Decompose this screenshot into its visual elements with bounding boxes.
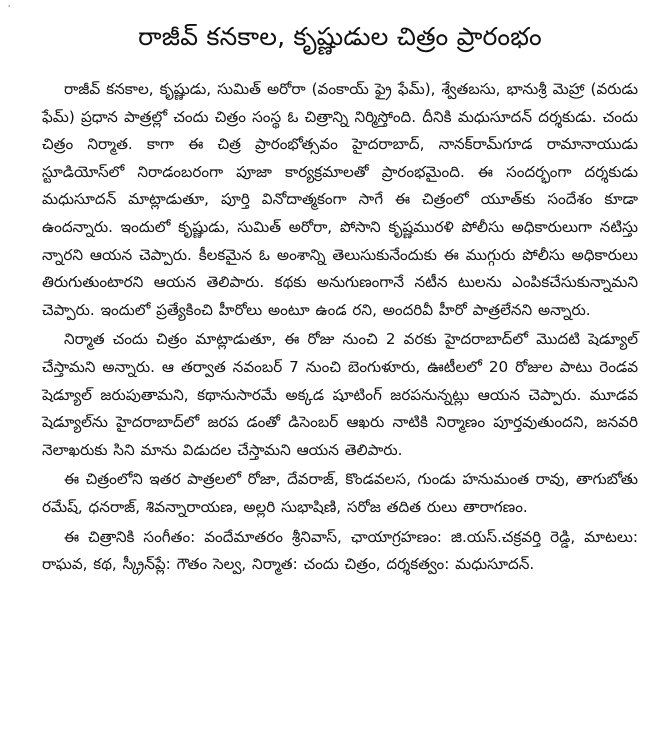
corner-mark: '	[8, 4, 11, 13]
paragraph-schedule: నిర్మాత చందు చిత్రం మాట్లాడుతూ, ఈ రోజు నుంచి 2 వరకు హైదరాబాద్‌లో మొదటి షెడ్యూల్ చేస్తామని అన్నారు. ఆ తర్వాత నవంబర్ 7 నుంచి బెంగుళూరు, ఊటీలలో 20 రోజుల పాటు రెండవ షెడ్యూల్ జరుపుతామని, కథానుసారమే అక్కడ షూటింగ్ జరపనున్నట్లు ఆయన చెప్పారు. మూడవ షెడ్యూల్‌ను హైదరాబాద్‌లో జరప డంతో డిసెంబర్ ఆఖరు నాటికి నిర్మాణం పూర్తవుతుందని, జనవరి నెలాఖరుకు సిని మాను విడుదల చేస్తామని ఆయన తెలిపారు.	[42, 330, 638, 459]
paragraph-credits: ఈ చిత్రానికి సంగీతం: వందేమాతరం శ్రీనివాస్, ఛాయాగ్రహణం: జి.యస్.చక్రవర్తి రెడ్డి, మాటలు: రాఘవ, కథ, స్క్రీన్‌ప్లే: గౌతం సెల్వ, నిర్మాత: చందు చిత్రం, దర్శకత్వం: మధుసూదన్.	[42, 527, 638, 574]
paragraph-cast: ఈ చిత్రంలోని ఇతర పాత్రలలో రోజా, దేవరాజ్, కొండవలస, గుండు హనుమంత రావు, తాగుబోతు రమేష్, ధనరాజ్, శివన్నారాయణ, అల్లరి సుభాషిణి, సరోజ తదిత రులు తారాగణం.	[42, 470, 638, 516]
article-body	[42, 76, 638, 579]
paragraph-intro: రాజీవ్ కనకాల, కృష్ణుడు, సుమిత్ అరోరా (వంకాయ్ ఫ్రై ఫేమ్), శ్వేతబసు, భానుశ్రీ మెహ్రా (వరుడు ఫేమ్) ప్రధాన పాత్రల్లో చందు చిత్రం సంస్థ ఓ చిత్రాన్ని నిర్మిస్తోంది. దీనికి మధుసూదన్ దర్శకుడు. చందు చిత్రం నిర్మాత. కాగా ఈ చిత్ర ప్రారంభోత్సవం హైదరాబాద్, నానక్‌రామ్‌గూడ రామానాయుడు స్టూడియోస్‌లో నిరాడంబరంగా పూజా కార్యక్రమాలతో ప్రారంభమైంది. ఈ సందర్భంగా దర్శకుడు మధుసూదన్ మాట్లాడుతూ, పూర్తి వినోదాత్మకంగా సాగే ఈ చిత్రంలో యూత్‌కు సందేశం కూడా ఉందన్నారు. ఇందులో కృష్ణుడు, సుమిత్ అరోరా, పోసాని కృష్ణమురళి పోలీసు అధికారులుగా నటిస్తు న్నారని ఆయన చెప్పారు. కీలకమైన ఓ అంశాన్ని తెలుసుకునేందుకు ఈ ముగ్గురు పోలీసు అధికారులు తిరుగుతుంటారని ఆయన తెలిపారు. కథకు అనుగుణంగానే నటీన టులను ఎంపికచేసుకున్నామని చెప్పారు. ఇందులో ప్రత్యేకించి హీరోలు అంటూ ఉండ రని, అందరివీ హీరో పాత్రలేనని అన్నారు.	[42, 80, 638, 319]
article-headline: రాజీవ్ కనకాల, కృష్ణుడుల చిత్రం ప్రారంభం	[138, 22, 542, 51]
